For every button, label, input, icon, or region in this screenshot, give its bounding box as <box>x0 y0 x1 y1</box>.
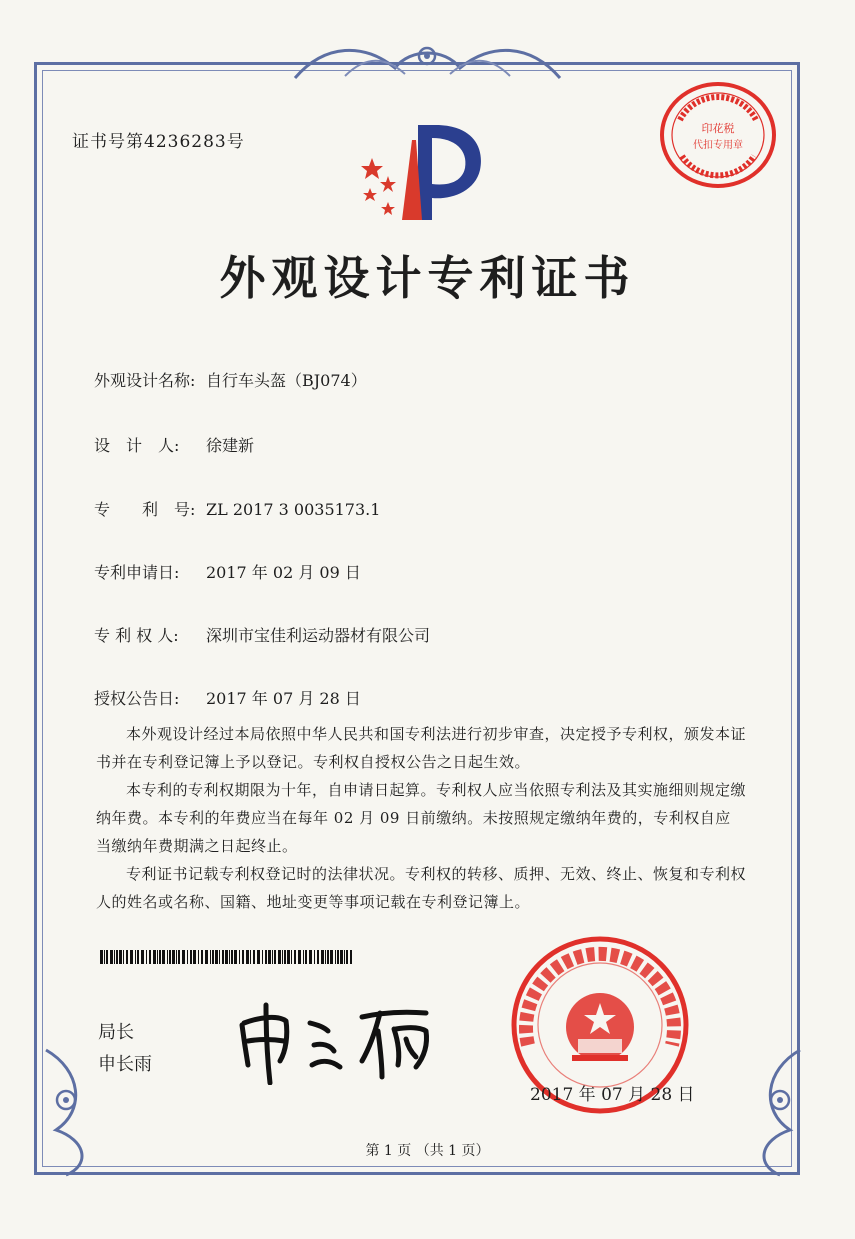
tax-stamp-seal <box>658 80 778 190</box>
field-designer <box>94 433 254 456</box>
certificate-number: 证书号第4236283号 <box>72 132 245 152</box>
field-label: 专 利 权 人: <box>94 626 179 645</box>
field-patentee <box>94 623 430 646</box>
issue-date: 2017 年 07 月 28 日 <box>530 1085 695 1105</box>
field-grant-date <box>94 686 361 709</box>
field-value: 2017 年 07 月 28 日 <box>206 689 361 708</box>
field-label: 专利申请日: <box>94 563 180 582</box>
field-label: 专 利 号: <box>94 500 196 519</box>
barcode <box>100 950 352 964</box>
field-value: 自行车头盔（BJ074） <box>206 371 367 390</box>
patent-office-logo-icon <box>350 120 490 230</box>
field-patent-number <box>94 497 380 520</box>
field-value: 徐建新 <box>206 436 255 455</box>
paragraph: 本外观设计经过本局依照中华人民共和国专利法进行初步审查，决定授予专利权，颁发本证书并在专利登记簿上予以登记。专利权自授权公告之日起生效。 <box>96 725 747 771</box>
field-value: 深圳市宝佳利运动器材有限公司 <box>206 626 431 645</box>
field-value: 2017 年 02 月 09 日 <box>206 563 361 582</box>
svg-text:代扣专用章: 代扣专用章 <box>693 140 743 151</box>
top-ornament <box>285 38 570 82</box>
field-design-name <box>94 368 367 391</box>
svg-text:印花税: 印花税 <box>701 122 735 135</box>
paragraph: 专利证书记载专利权登记时的法律状况。专利权的转移、质押、无效、终止、恢复和专利权人的姓名或名称、国籍、地址变更等事项记载在专利登记簿上。 <box>96 865 747 911</box>
certificate-title: 外观设计专利证书 <box>219 251 636 305</box>
paragraph: 本专利的专利权期限为十年，自申请日起算。专利权人应当依照专利法及其实施细则规定缴纳年费。本专利的年费应当在每年 02 月 09 日前缴纳。未按照规定缴纳年费的，专利权自应当缴纳年费期满之日起终止。 <box>96 781 747 855</box>
field-label: 设 计 人: <box>94 436 180 455</box>
page-footer: 第 1 页 （共 1 页） <box>365 1143 490 1159</box>
field-application-date <box>94 560 361 583</box>
field-label: 外观设计名称: <box>94 371 196 390</box>
field-value: ZL 2017 3 0035173.1 <box>206 500 381 519</box>
field-label: 授权公告日: <box>94 689 180 708</box>
body-text <box>96 720 746 916</box>
director-title: 局长 <box>98 1022 134 1043</box>
director-name: 申长雨 <box>98 1054 152 1075</box>
director-signature <box>230 995 440 1085</box>
